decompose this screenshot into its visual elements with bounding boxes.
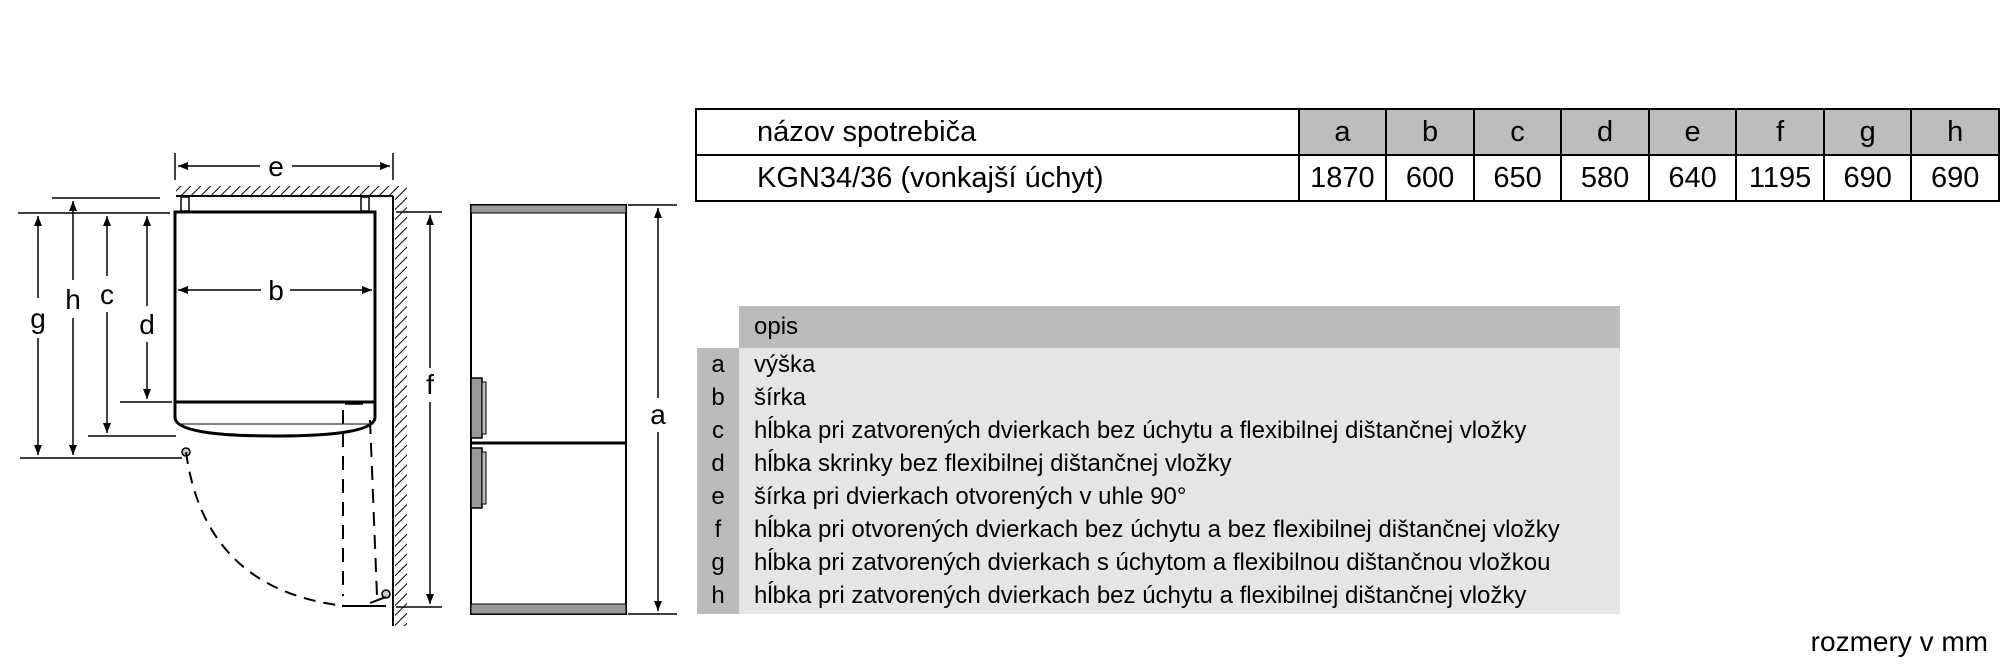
dim-value-c: 650 [1474,155,1562,201]
description-text: hĺbka skrinky bez flexibilnej dištančnej vložky [754,450,1232,477]
dim-label-c: c [100,279,114,310]
dim-value-g: 690 [1824,155,1912,201]
dim-value-h: 690 [1911,155,1999,201]
dim-header-h: h [1911,109,1999,155]
description-text: výška [754,351,816,378]
description-text: šírka pri dvierkach otvorených v uhle 90° [754,483,1187,510]
description-text: hĺbka pri otvorených dvierkach bez úchytu a bez flexibilnej dištančnej vložky [754,516,1560,543]
dim-value-e: 640 [1649,155,1737,201]
fridge-side-view [471,205,626,614]
dim-label-a: a [650,399,666,430]
dim-label-b: b [268,275,284,306]
description-header-label: opis [754,313,799,340]
dimension-table-row [696,155,1999,201]
dim-header-c: c [1474,109,1562,155]
dim-label-d: d [139,309,155,340]
dim-value-a: 1870 [1299,155,1387,201]
description-row [697,414,1620,447]
dim-header-d: d [1561,109,1649,155]
dim-header-f: f [1736,109,1824,155]
description-text: hĺbka pri zatvorených dvierkach s úchytom a flexibilnou dištančnou vložkou [754,549,1551,576]
dim-value-f: 1195 [1736,155,1824,201]
description-text: hĺbka pri zatvorených dvierkach bez úchytu a flexibilnej dištančnej vložky [754,417,1527,444]
description-row [697,579,1620,612]
description-letter: f [714,516,722,543]
description-row [697,348,1620,381]
dim-label-e: e [268,151,284,182]
dim-header-e: e [1649,109,1737,155]
dim-value-d: 580 [1561,155,1649,201]
units-note: rozmery v mm [1810,626,1988,657]
description-letter: c [712,417,724,444]
description-text: šírka [754,384,807,411]
description-row [697,381,1620,414]
description-row [697,546,1620,579]
description-header [739,306,1620,348]
appliance-name-header: názov spotrebiča [696,109,1299,155]
description-letter: d [711,450,725,477]
description-letter: e [711,483,725,510]
description-letter: g [711,549,725,576]
dim-label-f: f [426,369,434,400]
wall-top-view [176,186,407,626]
description-row [697,447,1620,480]
description-text: hĺbka pri zatvorených dvierkach bez úchytu a flexibilnej dištančnej vložky [754,582,1527,609]
dimension-table-header-row [696,109,1999,155]
description-row [697,513,1620,546]
dim-label-h: h [65,284,81,315]
fridge-top-view [175,197,390,606]
description-letter: h [711,582,725,609]
dim-value-b: 600 [1386,155,1474,201]
dim-header-g: g [1824,109,1912,155]
description-letter: b [711,384,725,411]
dim-label-g: g [30,303,46,334]
dim-header-b: b [1386,109,1474,155]
description-row [697,480,1620,513]
dim-header-a: a [1299,109,1387,155]
description-letter: a [711,351,725,378]
appliance-model: KGN34/36 (vonkajší úchyt) [696,155,1299,201]
dimension-table [695,108,2000,202]
